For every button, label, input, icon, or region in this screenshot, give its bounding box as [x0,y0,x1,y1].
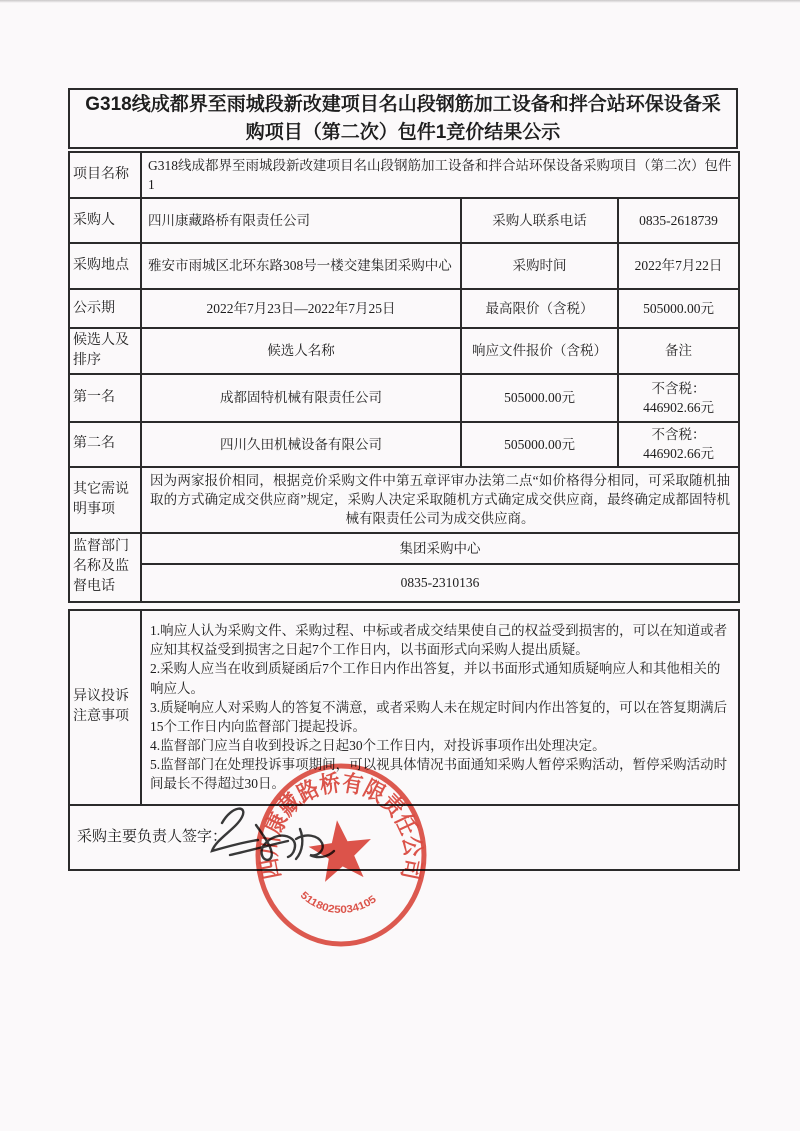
table-row [69,243,739,289]
candidate-rank: 第一名 [69,374,141,422]
objection-signature-table [68,609,740,871]
table-row [69,564,739,602]
objection-label: 异议投诉注意事项 [69,610,141,805]
project-name-label: 项目名称 [69,152,141,198]
objection-items [141,610,739,805]
signature-row [69,805,739,870]
purchaser-value: 四川康藏路桥有限责任公司 [141,198,461,243]
candidate-row-first [69,374,739,422]
location-value: 雅安市雨城区北环东路308号一楼交建集团采购中心 [141,243,461,289]
announcement-document [68,88,738,871]
purchase-time-label: 采购时间 [461,243,618,289]
table-row [69,152,739,198]
supervisor-phone-value: 0835-2310136 [141,564,739,602]
candidate-row-second [69,422,739,467]
max-price-value: 505000.00元 [618,289,739,328]
purchase-time-value: 2022年7月22日 [618,243,739,289]
candidate-name: 四川久田机械设备有限公司 [141,422,461,467]
objection-item-4: 4.监督部门应当自收到投诉之日起30个工作日内，对投诉事项作出处理决定。 [150,737,606,753]
signature-label: 采购主要负责人签字： [69,805,739,870]
purchaser-phone-label: 采购人联系电话 [461,198,618,243]
remark-tax-label: 不含税： [651,427,706,443]
project-name-value: G318线成都界至雨城段新改建项目名山段钢筋加工设备和拌合站环保设备采购项目（第二次）包件1 [141,152,739,198]
candidates-remark-header: 备注 [618,328,739,374]
objection-item-3: 3.质疑响应人对采购人的答复不满意，或者采购人未在规定时间内作出答复的，可以在答复期满后15个工作日内向监督部门提起投诉。 [150,699,728,734]
remark-tax-value: 446902.66元 [643,446,714,462]
supervisor-dept-value: 集团采购中心 [141,533,739,564]
objection-row [69,610,739,805]
candidates-rank-header: 候选人及排序 [69,328,141,374]
max-price-label: 最高限价（含税） [461,289,618,328]
table-row [69,533,739,564]
table-row [69,289,739,328]
publicity-period-value: 2022年7月23日—2022年7月25日 [141,289,461,328]
publicity-period-label: 公示期 [69,289,141,328]
other-notes-label: 其它需说明事项 [69,467,141,533]
candidate-remark [618,374,739,422]
remark-tax-label: 不含税： [651,380,706,396]
supervisor-label: 监督部门名称及监督电话 [69,533,141,602]
candidate-quote: 505000.00元 [461,374,618,422]
seal-company-name: 四川康藏路桥有限责任公司 [255,768,427,885]
candidates-name-header: 候选人名称 [141,328,461,374]
objection-item-5: 5.监督部门在处理投诉事项期间，可以视具体情况书面通知采购人暂停采购活动，暂停采购活动时间最长不得超过30日。 [150,757,728,792]
table-row [69,198,739,243]
purchaser-phone-value: 0835-2618739 [618,198,739,243]
document-title: G318线成都界至雨城段新改建项目名山段钢筋加工设备和拌合站环保设备采购项目（第二次）包件1竞价结果公示 [68,88,738,149]
seal-number: 5118025034105 [297,889,379,917]
other-notes-value: 因为两家报价相同，根据竞价采购文件中第五章评审办法第二点“如价格得分相同，可采取随机抽取的方式确定成交供应商”规定，采购人决定采取随机方式确定成交供应商，最终确定成都固特机械有限责任公司为成交供应商。 [141,467,739,533]
svg-text:5118025034105 [298,889,379,916]
purchaser-label: 采购人 [69,198,141,243]
candidates-header-row [69,328,739,374]
remark-tax-value: 446902.66元 [643,399,714,415]
objection-item-1: 1.响应人认为采购文件、采购过程、中标或者成交结果使自己的权益受到损害的，可以在知道或者应知其权益受到损害之日起7个工作日内，以书面形式向采购人提出质疑。 [150,623,728,658]
candidate-name: 成都固特机械有限责任公司 [141,374,461,422]
objection-item-2: 2.采购人应当在收到质疑函后7个工作日内作出答复，并以书面形式通知质疑响应人和其他相关的响应人。 [150,661,721,696]
candidate-quote: 505000.00元 [461,422,618,467]
result-info-table [68,151,740,603]
location-label: 采购地点 [69,243,141,289]
candidate-rank: 第二名 [69,422,141,467]
candidate-remark [618,422,739,467]
table-row [69,467,739,533]
candidates-quote-header: 响应文件报价（含税） [461,328,618,374]
